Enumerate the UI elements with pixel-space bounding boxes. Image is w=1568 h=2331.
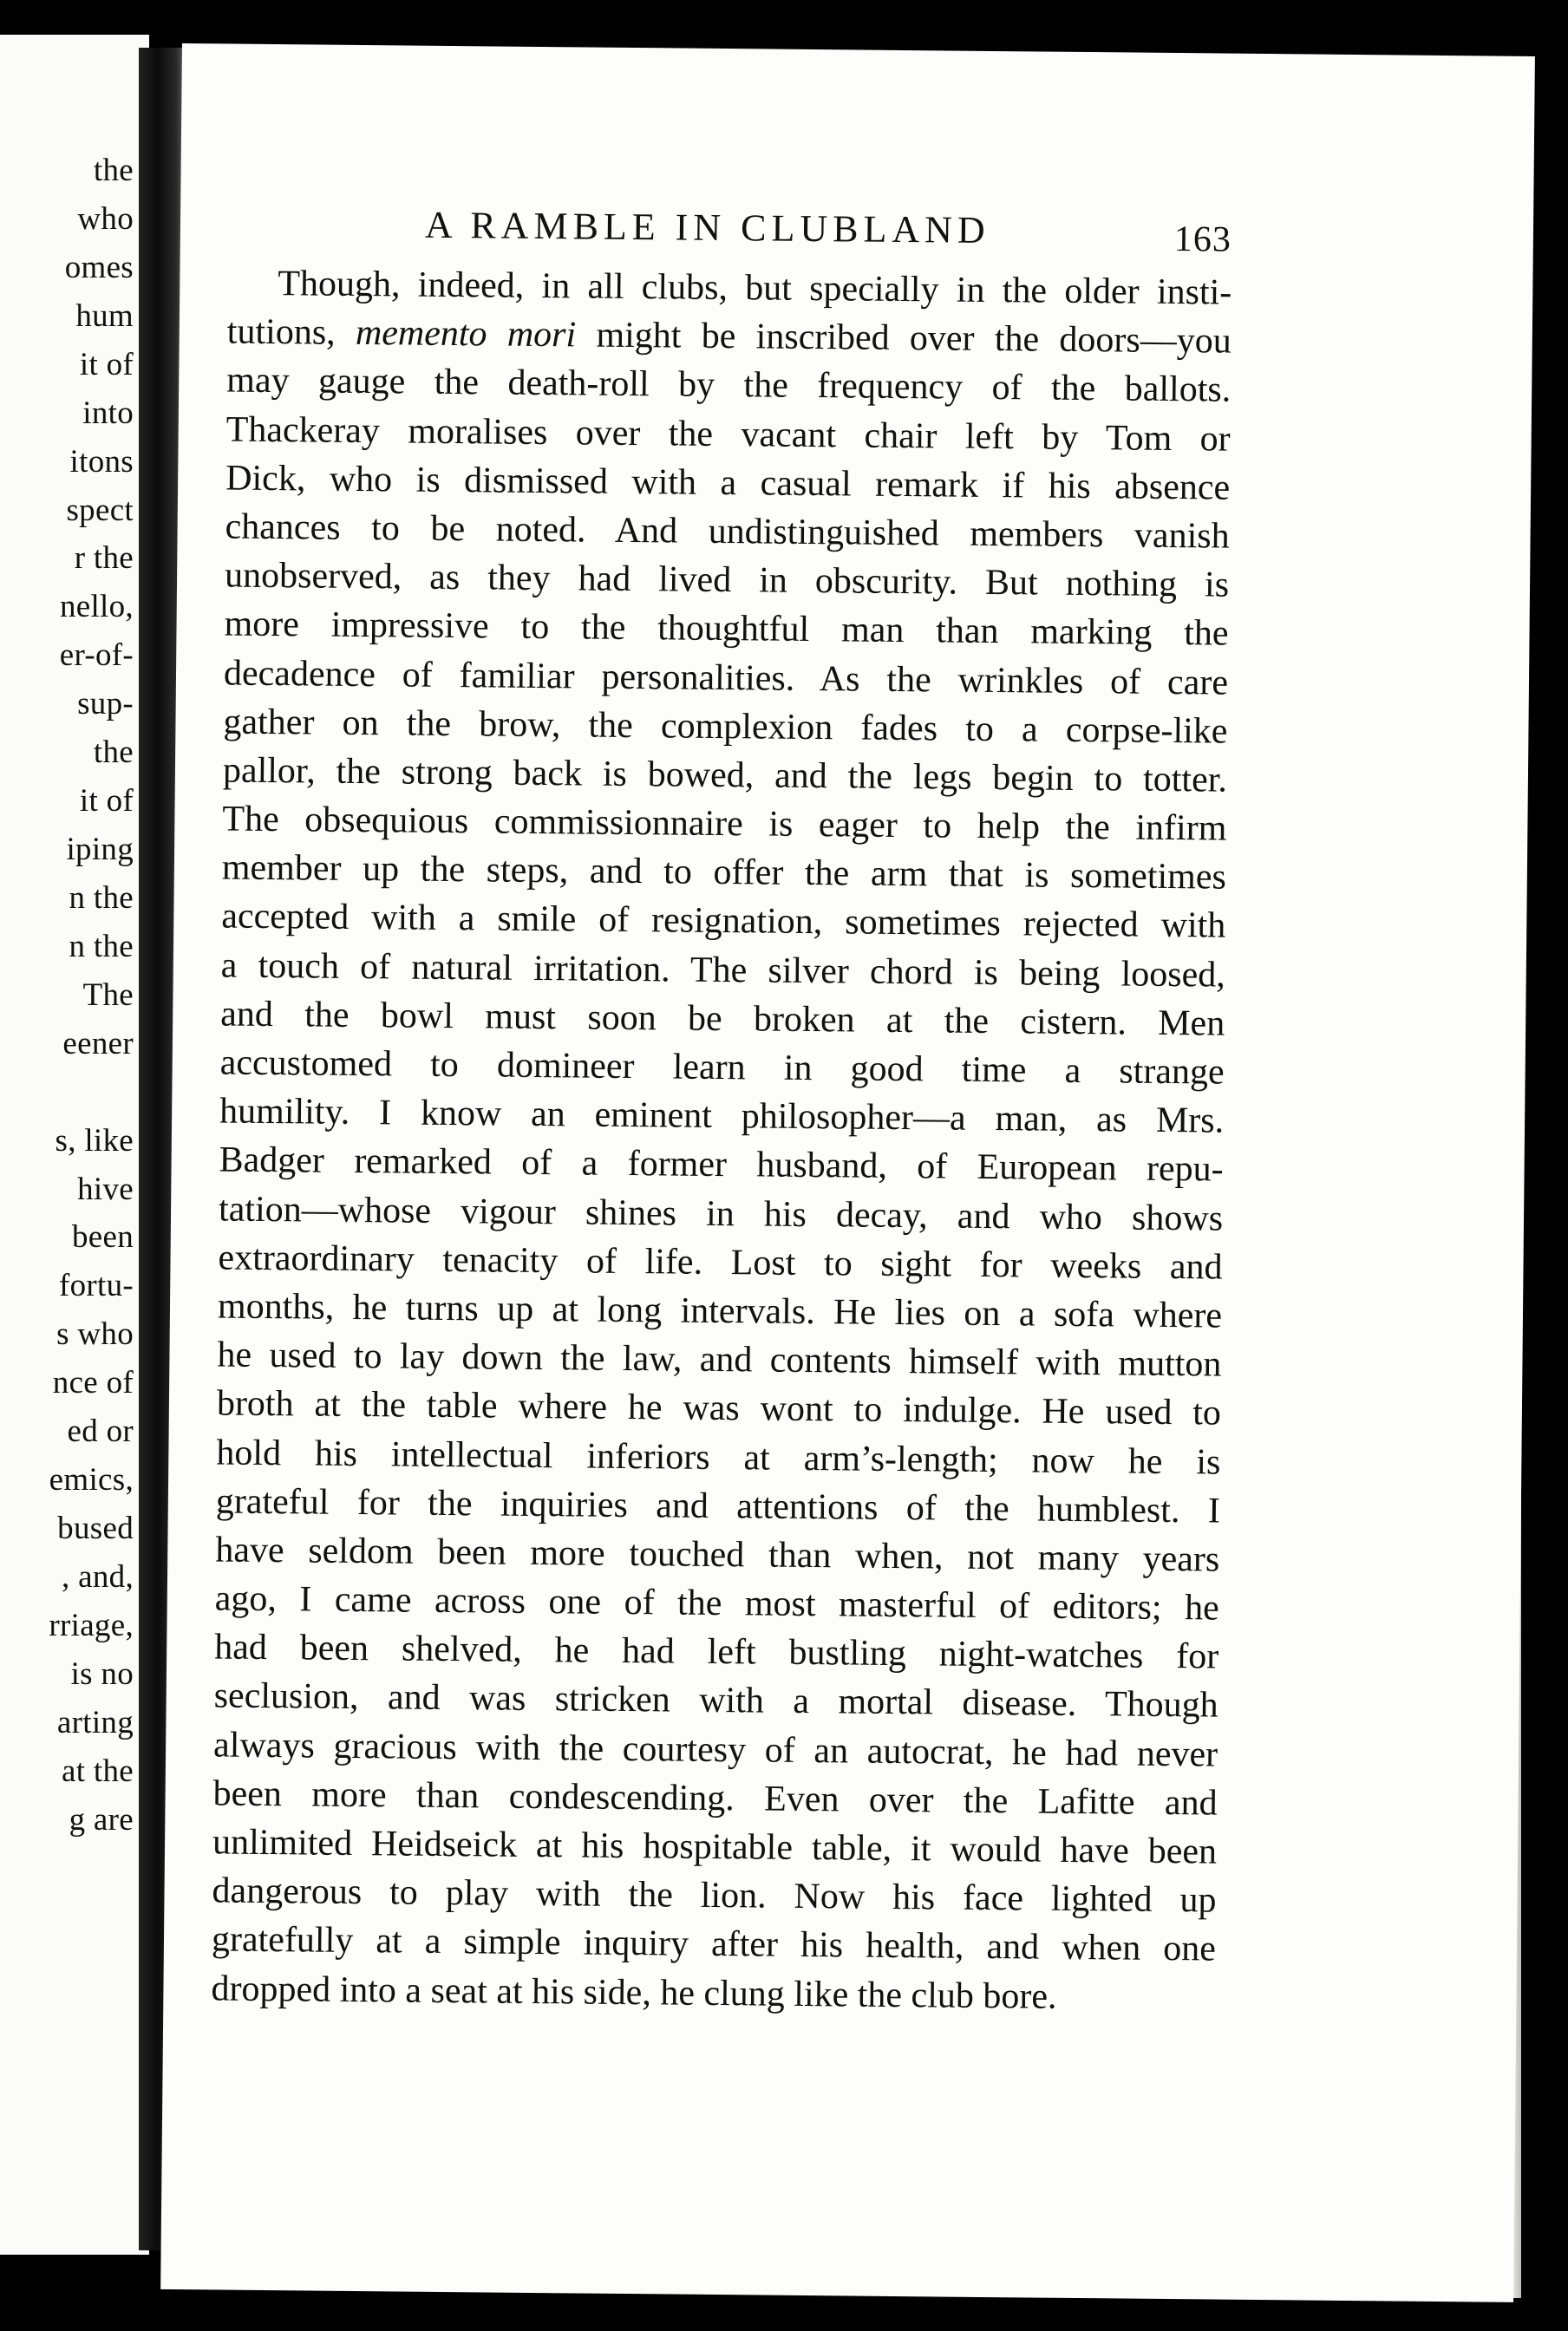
facing-page-line: at the xyxy=(62,1753,134,1789)
facing-page-line: hive xyxy=(77,1171,134,1207)
text-line: he used to lay down the law, and contents himself with mutton xyxy=(217,1335,1222,1385)
text-line: grateful for the inquiries and attentions of the humblest. I xyxy=(215,1481,1221,1531)
facing-page-line: rriage, xyxy=(49,1607,134,1643)
facing-page-line: is no xyxy=(70,1655,134,1692)
text-line: pallor, the strong back is bowed, and the legs begin to totter. xyxy=(222,750,1228,800)
running-head: A RAMBLE IN CLUBLAND xyxy=(424,203,990,251)
text-line: dangerous to play with the lion. Now his face lighted up xyxy=(212,1871,1217,1921)
text-line: hold his intellectual inferiors at arm’s-length; now he is xyxy=(216,1432,1221,1483)
facing-page-line: emics, xyxy=(49,1462,134,1498)
facing-page-line: itons xyxy=(69,443,134,480)
facing-page xyxy=(0,35,149,2255)
text-line: accustomed to domineer learn in good time a strange xyxy=(219,1042,1225,1093)
text-line: Though, indeed, in all clubs, but specially in the older insti- xyxy=(278,264,1232,313)
text-line: unobserved, as they had lived in obscurity. But nothing is xyxy=(224,555,1230,605)
facing-page-line: who xyxy=(77,200,134,237)
facing-page-line: ed or xyxy=(67,1414,134,1450)
facing-page-line: been xyxy=(71,1219,134,1256)
facing-page-line: s who xyxy=(56,1316,134,1353)
text-line: may gauge the death-roll by the frequency of the ballots. xyxy=(226,360,1232,410)
body-text xyxy=(211,259,1232,2023)
facing-page-line: it of xyxy=(79,346,134,382)
facing-page-line: nce of xyxy=(52,1365,134,1401)
facing-page-line: spect xyxy=(66,492,134,528)
facing-page-line: bused xyxy=(57,1511,134,1547)
text-line: chances to be noted. And undistinguished members vanish xyxy=(225,506,1230,557)
italic-phrase: memento mori xyxy=(355,313,577,356)
facing-page-line: iping xyxy=(66,832,134,868)
facing-page-line: eener xyxy=(62,1025,134,1061)
text-line: The obsequious commissionnaire is eager to help the infirm xyxy=(222,799,1227,849)
facing-page-line: the xyxy=(93,153,134,188)
book-page xyxy=(160,43,1535,2302)
facing-page-line: , and, xyxy=(62,1558,134,1595)
text-line: dropped into a seat at his side, he clung like the club bore. xyxy=(211,1968,1057,2017)
text-line: and the bowl must soon be broken at the cistern. Men xyxy=(220,994,1225,1044)
text-line: Dick, who is dismissed with a casual remark if his absence xyxy=(225,458,1231,508)
facing-page-line: r the xyxy=(74,540,134,577)
text-line: months, he turns up at long intervals. He lies on a sofa where xyxy=(217,1286,1223,1336)
text-line: more impressive to the thoughtful man than marking the xyxy=(224,604,1229,654)
text-line: ago, I came across one of the most masterful of editors; he xyxy=(214,1578,1219,1629)
text-line: seclusion, and was stricken with a mortal disease. Though xyxy=(213,1675,1218,1726)
text-line: Badger remarked of a former husband, of European repu- xyxy=(219,1139,1224,1190)
text-line: always gracious with the courtesy of an autocrat, he had never xyxy=(212,1725,1218,1775)
facing-page-line: omes xyxy=(64,249,134,285)
facing-page-line: fortu- xyxy=(58,1268,134,1304)
text-line: tutions, memento mori might be inscribed over the doors—you xyxy=(226,311,1232,362)
facing-page-line: n the xyxy=(69,879,134,916)
text-line: had been shelved, he had left bustling night-watches for xyxy=(214,1627,1219,1677)
text-line: unlimited Heidseick at his hospitable table, it would have been xyxy=(212,1822,1218,1872)
text-line: humility. I know an eminent philosopher—a man, as Mrs. xyxy=(219,1091,1225,1141)
text-line: gratefully at a simple inquiry after his health, and when one xyxy=(211,1919,1217,1969)
text-line: gather on the brow, the complexion fades to a corpse-like xyxy=(223,702,1228,752)
page-number: 163 xyxy=(1173,219,1232,260)
text-line: broth at the table where he was wont to indulge. He used to xyxy=(216,1383,1222,1433)
facing-page-line: n the xyxy=(69,928,134,964)
facing-page-line: g are xyxy=(69,1801,134,1838)
facing-page-line: The xyxy=(82,976,134,1013)
text-line: a touch of natural irritation. The silver chord is being loosed, xyxy=(220,945,1225,996)
facing-page-line: into xyxy=(82,395,134,431)
facing-page-line: er-of- xyxy=(59,637,134,674)
text-line: extraordinary tenacity of life. Lost to sight for weeks and xyxy=(218,1237,1223,1288)
text-line: been more than condescending. Even over the Lafitte and xyxy=(212,1773,1218,1824)
text-line: tation—whose vigour shines in his decay, and who shows xyxy=(218,1189,1224,1239)
text-line: have seldom been more touched than when, not many years xyxy=(215,1530,1220,1580)
text-line: member up the steps, and to offer the arm that is sometimes xyxy=(221,847,1227,898)
facing-page-line: sup- xyxy=(77,686,134,722)
text-line: Thackeray moralises over the vacant chair left by Tom or xyxy=(225,409,1231,460)
facing-page-line: it of xyxy=(79,783,134,819)
facing-page-line: arting xyxy=(56,1704,134,1740)
facing-page-line: nello, xyxy=(59,589,134,625)
facing-page-line: hum xyxy=(75,297,134,334)
facing-page-line: s, like xyxy=(55,1122,134,1159)
text-line: accepted with a smile of resignation, sometimes rejected with xyxy=(221,896,1226,947)
facing-page-line: the xyxy=(93,735,134,771)
text-line: decadence of familiar personalities. As the wrinkles of care xyxy=(223,652,1229,703)
